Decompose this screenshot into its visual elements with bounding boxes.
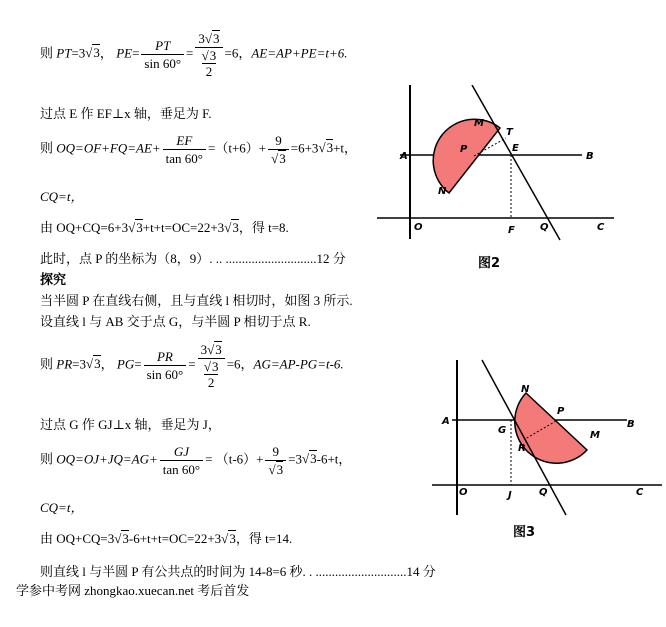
- label-r: R: [518, 443, 526, 454]
- line-solve-1: 由 OQ+CQ=6+3√3+t+t=OC=22+3√3，得 t=8.: [40, 220, 289, 235]
- label-p: P: [557, 406, 565, 417]
- label-e: E: [512, 143, 519, 154]
- label-m: M: [474, 118, 484, 129]
- line-coord-p: 此时，点 P 的坐标为（8，9）. .. ............................12 分: [40, 251, 346, 266]
- line-case-right: 当半圆 P 在直线右侧，且与直线 l 相切时，如图 3 所示.: [40, 293, 353, 308]
- fraction: $\frac{EF}{\tan 60^\circ}$: [163, 132, 206, 167]
- line-l: [472, 85, 560, 240]
- figure-2: [372, 85, 622, 245]
- label-c: C: [597, 222, 605, 233]
- label-a: A: [442, 416, 450, 427]
- line-define-g-r: 设直线 l 与 AB 交于点 G，与半圆 P 相切于点 R.: [40, 314, 311, 329]
- fraction: $\frac{9}{√3}$: [268, 132, 289, 167]
- label-j: J: [508, 490, 512, 501]
- label-m: M: [590, 430, 600, 441]
- line-oq-2: 则 OQ=OJ+JQ=AG+ $\frac{GJ}{\tan 60^\circ}$ = （t-6）+ $\frac{9}{√3}$ =3√3-6+t，: [40, 444, 352, 477]
- caption-figure-3: 图3: [513, 525, 536, 540]
- line-cq-1: CQ=t，: [40, 189, 84, 204]
- label-a: A: [400, 151, 408, 162]
- label-n: N: [438, 186, 447, 197]
- label-b: B: [627, 419, 635, 430]
- label-q: Q: [539, 487, 548, 498]
- label-p: P: [460, 144, 468, 155]
- line-oq-1: 则 OQ=OF+FQ=AE+ $\frac{EF}{\tan 60^\circ}$ =（t+6）+ $\frac{9}{√3}$ =6+3√3+t，: [40, 133, 358, 166]
- label-g: G: [498, 425, 507, 436]
- nested-fraction: $\frac{3√3}{\frac{√3}{2}}$: [198, 341, 225, 390]
- sqrt: √3: [85, 45, 100, 61]
- line-cq-2: CQ=t，: [40, 500, 84, 515]
- line-construct-ef: 过点 E 作 EF⊥x 轴，垂足为 F.: [40, 106, 212, 121]
- line-pr-pg: 则 PR=3√3， PG= $\frac{PR}{\sin 60^\circ}$ = $\frac{3√3}{\frac{√3}{2}}$ =6，AG=AP-PG=t-6.: [40, 342, 344, 390]
- fraction: $\frac{PT}{\sin 60^\circ}$: [141, 37, 184, 72]
- caption-figure-2: 图2: [478, 256, 501, 271]
- label-t: T: [506, 127, 513, 138]
- label-o: O: [459, 487, 468, 498]
- label-f: F: [508, 225, 515, 236]
- fraction: $\frac{PR}{\sin 60^\circ}$: [144, 348, 187, 383]
- semicircle-p: [433, 119, 500, 193]
- footer-watermark: 学参中考网 zhongkao.xuecan.net 考后首发: [16, 583, 250, 598]
- fraction: $\frac{9}{√3}$: [265, 443, 286, 478]
- label-c: C: [636, 487, 644, 498]
- line-construct-gj: 过点 G 作 GJ⊥x 轴，垂足为 J，: [40, 417, 221, 432]
- label-q: Q: [540, 222, 549, 233]
- label-o: O: [414, 222, 423, 233]
- figure-3: [432, 355, 664, 520]
- line-solve-2: 由 OQ+CQ=3√3-6+t+t=OC=22+3√3，得 t=14.: [40, 531, 293, 546]
- section-explore: 探究: [40, 273, 67, 288]
- label-b: B: [586, 151, 594, 162]
- fraction: $\frac{GJ}{\tan 60^\circ}$: [160, 443, 203, 478]
- line-conclusion: 则直线 l 与半圆 P 有公共点的时间为 14-8=6 秒. . ............................14 分: [40, 564, 436, 579]
- line-pt-pe: 则 PT=3√3， PE= $\frac{PT}{\sin 60^\circ}$ = $\frac{3√3}{\frac{√3}{2}}$ =6，AE=AP+PE=t+6.: [40, 31, 348, 79]
- label-n: N: [521, 384, 530, 395]
- nested-fraction: $\frac{3√3}{\frac{√3}{2}}$: [195, 30, 222, 79]
